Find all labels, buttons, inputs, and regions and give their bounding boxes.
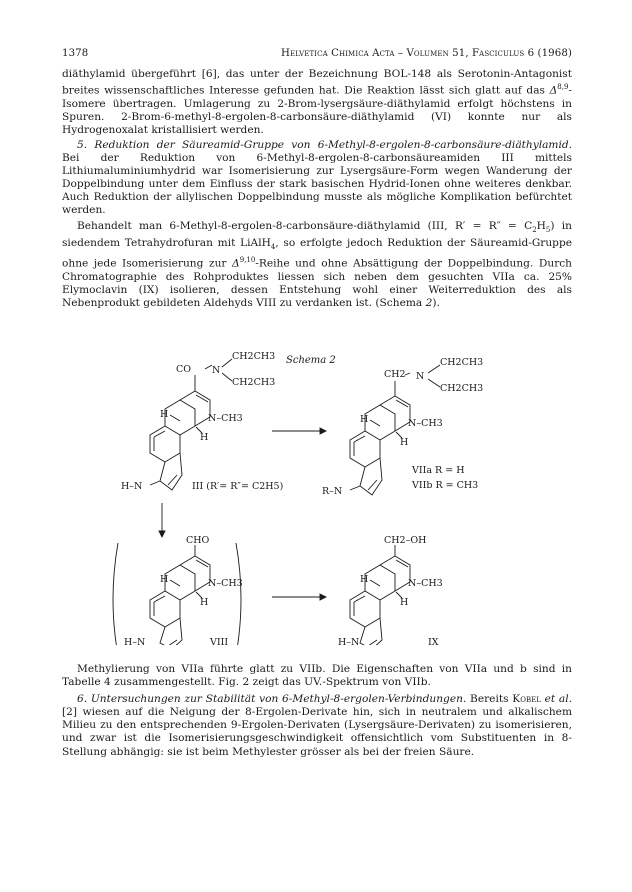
VIII-hn: H–N [124, 637, 146, 645]
VIII-label: VIII [210, 637, 229, 645]
text-block-bottom [62, 663, 572, 759]
IX-hn: H–N [338, 637, 360, 645]
structure-VII [322, 357, 483, 497]
III-ethyl-2: CH2CH3 [232, 377, 276, 388]
paragraph-5: 6. Untersuchungen zur Stabilität von 6-Methyl-8-ergolen-Verbindungen. Bereits Kobel et al. [2] wiesen auf die Neigung der 8-Ergolen-Derivate hin, sich in neutralem und alkalischem Milieu zu den entsprechenden 9-Ergolen-Derivaten (Lysergsäure-Derivaten) zu isomerisieren, und zwar ist die Isomerisierungsgeschwindigkeit offensichtlich vom Substituenten in 8-Stellung abhängig: sie ist beim Methylester grösser als bei der freien Säure. [62, 693, 572, 758]
III-h2: H [200, 432, 209, 443]
III-co: CO [176, 364, 192, 375]
structure-IX [338, 535, 443, 645]
III-n: N [212, 365, 221, 376]
IX-label: IX [428, 637, 439, 645]
scheme-title: Schema 2 [286, 355, 336, 366]
structure-III [121, 351, 283, 492]
VII-rn: R–N [322, 486, 343, 497]
III-ethyl-1: CH2CH3 [232, 351, 276, 362]
VIII-cho: CHO [186, 535, 210, 546]
right-bracket [236, 543, 241, 645]
IX-nch3: N–CH3 [408, 578, 443, 589]
VII-h2: H [400, 437, 409, 448]
VII-nch3: N–CH3 [408, 418, 443, 429]
III-h: H [160, 409, 169, 420]
VII-n: N [416, 371, 425, 382]
VII-label-a: VIIa R = H [412, 465, 465, 476]
paragraph-2: 5. Reduktion der Säureamid-Gruppe von 6-Methyl-8-ergolen-8-carbonsäure-diäthylamid. Bei der Reduktion von 6-Methyl-8-ergolen-8-carbonsäureamiden III mittels Lithiumaluminiumhydrid war Isomerisierung zur Lysergsäure-Form wegen Wanderung der Doppelbindung unter dem Einfluss der stark basischen Hydrid-Ionen ohne weiteres denkbar. Auch Reduktion der allylischen Doppelbindung musste als mögliche Komplikation befürchtet werden. [62, 139, 572, 217]
section-5-heading: 5. Reduktion der Säureamid-Gruppe von 6-Methyl-8-ergolen-8-carbonsäure-diäthylamid. [77, 139, 572, 151]
IX-h: H [360, 574, 369, 585]
III-nch3: N–CH3 [208, 413, 243, 424]
VII-label-b: VIIb R = CH3 [412, 480, 479, 491]
III-hn: H–N [121, 481, 143, 492]
paragraph-4: Methylierung von VIIa führte glatt zu VIIb. Die Eigenschaften von VIIa und b sind in Tabelle 4 zusammengestellt. Fig. 2 zeigt das UV.-Spektrum von VIIb. [62, 663, 572, 689]
section-6-heading: 6. Untersuchungen zur Stabilität von 6-Methyl-8-ergolen-Verbindungen. [77, 693, 467, 706]
running-header [62, 48, 572, 62]
page-number: 1378 [62, 48, 89, 59]
VIII-nch3: N–CH3 [208, 578, 243, 589]
paragraph-1: diäthylamid übergeführt [6], das unter der Bezeichnung BOL-148 als Serotonin-Antagonist breites wissenschaftliches Interesse gefunden hat. Die Reaktion lässt sich glatt auf das Δ$^{8,9}$-Isomere übertragen. Umlagerung zu 2-Brom-lysergsäure-diäthylamid erfolgt höchstens in Spuren. 2-Brom-6-methyl-8-ergolen-8-carbonsäure-diäthylamid (VI) konnte nur als Hydrogenoxalat kristallisiert werden. [62, 68, 572, 136]
VII-ethyl-2: CH2CH3 [440, 383, 484, 394]
IX-h2: H [400, 597, 409, 608]
text-block-top [62, 68, 572, 310]
VIII-h2: H [200, 597, 209, 608]
author-name: Kobel [512, 693, 541, 706]
VII-h: H [360, 414, 369, 425]
reaction-scheme-2 [0, 345, 632, 645]
journal-title: Helvetica Chimica Acta – Volumen 51, Fasciculus 6 (1968) [281, 48, 572, 59]
VII-ch2: CH2 [384, 369, 406, 380]
left-bracket [113, 543, 118, 645]
IX-ch2oh: CH2–OH [384, 535, 427, 546]
III-label: III (R′= R″= C2H5) [192, 481, 284, 492]
structure-VIII [113, 535, 243, 645]
VIII-h: H [160, 574, 169, 585]
paragraph-3: Behandelt man 6-Methyl-8-ergolen-8-carbonsäure-diäthylamid (III, $R' = R'' = C_2H_5$) in siedendem Tetrahydrofuran mit LiAlH$_4$, so erfolgte jedoch Reduktion der Säureamid-Gruppe ohne jede Isomerisierung zur Δ$^{9,10}$-Reihe und ohne Absättigung der Doppelbindung. Durch Chromatographie des Rohproduktes liessen sich neben dem gesuchten VIIa ca. 25% Elymoclavin (IX) isolieren, dessen Entstehung wohl einer Weiterreduktion des als Nebenprodukt gebildeten Aldehyds VIII zu verdanken ist. (Schema 2). [62, 219, 573, 309]
VII-ethyl-1: CH2CH3 [440, 357, 484, 368]
